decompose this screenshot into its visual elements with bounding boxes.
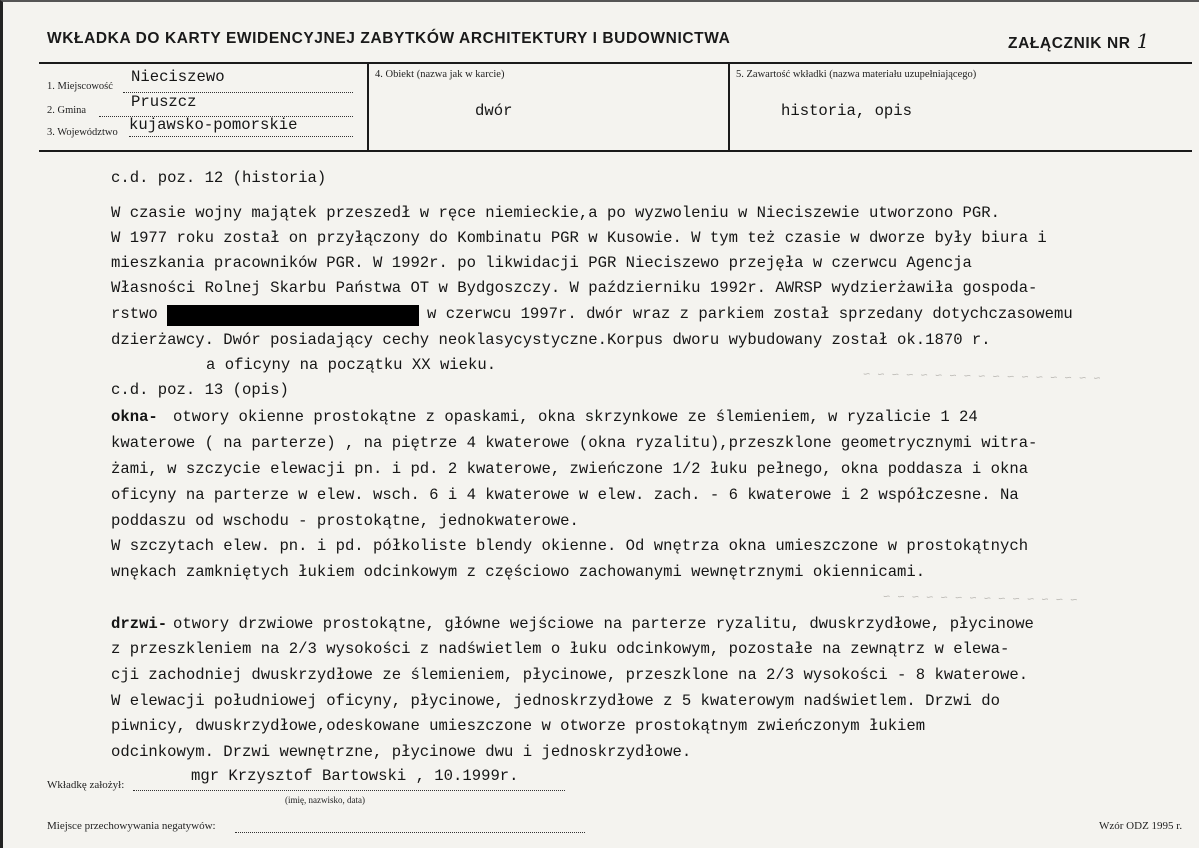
text-line: W czasie wojny majątek przeszedł w ręce niemieckie,a po wyzwoleniu w Nieciszewie utworzono PGR. <box>111 204 1000 222</box>
object-value: dwór <box>475 102 513 120</box>
redaction-bar <box>167 305 419 326</box>
column-divider-1 <box>367 62 369 151</box>
header-rule <box>39 62 1192 64</box>
text-line: Własności Rolnej Skarbu Państwa OT w Bydgoszczy. W październiku 1992r. AWRSP wydzierżawiła gospoda- <box>111 279 1038 297</box>
subheading-doors: drzwi- <box>111 615 168 633</box>
locality-value: Nieciszewo <box>131 68 225 86</box>
text-line: otwory okienne prostokątne z opaskami, okna skrzynkowe ze ślemieniem, w ryzalicie 1 24 <box>173 408 978 426</box>
content-value: historia, opis <box>781 102 913 120</box>
column-divider-2 <box>728 62 730 151</box>
form-code: Wzór ODZ 1995 r. <box>1099 820 1183 832</box>
text-line: w czerwcu 1997r. dwór wraz z parkiem został sprzedany dotychczasowemu <box>427 305 1073 323</box>
subheading-windows: okna- <box>111 408 158 426</box>
text-line: W szczytach elew. pn. i pd. półkoliste blendy okienne. Od wnętrza okna umieszczone w prostokątnych <box>111 537 1029 555</box>
voivodeship-dots <box>129 136 353 137</box>
author-dots <box>133 790 565 791</box>
text-line: odcinkowym. Drzwi wewnętrzne, płycinowe dwu i jednoskrzydłowe. <box>111 743 692 761</box>
section-heading-history: c.d. poz. 12 (historia) <box>111 169 327 187</box>
voivodeship-label: 3. Województwo <box>47 127 118 138</box>
author-label: Wkładkę założył: <box>47 779 125 791</box>
attachment-label: ZAŁĄCZNIK NR <box>1008 35 1131 52</box>
attachment-handwritten-number: 1 <box>1136 29 1150 53</box>
object-label: 4. Obiekt (nazwa jak w karcie) <box>375 69 505 80</box>
form-title: WKŁADKA DO KARTY EWIDENCYJNEJ ZABYTKÓW ARCHITEKTURY I BUDOWNICTWA <box>47 30 731 47</box>
text-line: poddaszu od wschodu - prostokątne, jednokwaterowe. <box>111 512 579 530</box>
bleed-through-text: ~ ~ ~ ~ ~ ~ ~ ~ ~ ~ ~ ~ ~ ~ ~ ~ ~ <box>862 365 1101 385</box>
text-line: a oficyny na początku XX wieku. <box>206 356 497 374</box>
text-line: rstwo <box>111 305 158 323</box>
storage-label: Miejsce przechowywania negatywów: <box>47 820 216 832</box>
text-line: mieszkania pracowników PGR. W 1992r. po likwidacji PGR Nieciszewo przejęła w czerwcu Agencja <box>111 254 972 272</box>
text-line: W elewacji południowej oficyny, płycinowe, jednoskrzydłowe z 5 kwaterowym nadświetlem. Drzwi do <box>111 692 1000 710</box>
text-line: piwnicy, dwuskrzydłowe,odeskowane umieszczone w otworze prostokątnym zwieńczonym łukiem <box>111 717 926 735</box>
text-line: otwory drzwiowe prostokątne, główne wejściowe na parterze ryzalitu, dwuskrzydłowe, płycinowe <box>173 615 1034 633</box>
text-line: kwaterowe ( na parterze) , na piętrze 4 kwaterowe (okna ryzalitu),przeszklone geometrycznymi witra- <box>111 434 1038 452</box>
text-line: dzierżawcy. Dwór posiadający cechy neoklasycystyczne.Korpus dworu wybudowany został ok.1870 r. <box>111 331 991 349</box>
author-value: mgr Krzysztof Bartowski , 10.1999r. <box>191 767 519 785</box>
fields-bottom-rule <box>39 150 1192 152</box>
text-line: W 1977 roku został on przyłączony do Kombinatu PGR w Kusowie. W tym też czasie w dworze były biura i <box>111 229 1047 247</box>
storage-dots <box>235 832 585 833</box>
text-line: cji zachodniej dwuskrzydłowe ze ślemieniem, płycinowe, przeszklone na 2/3 wysokości - 8 kwaterowe. <box>111 666 1029 684</box>
text-line: wnękach zamkniętych łukiem odcinkowym z częściowo zachowanymi wewnętrznymi okiennicami. <box>111 563 926 581</box>
text-line: żami, w szczycie elewacji pn. i pd. 2 kwaterowe, zwieńczone 1/2 łuku pełnego, okna poddasza i okna <box>111 460 1029 478</box>
section-heading-description: c.d. poz. 13 (opis) <box>111 381 289 399</box>
author-hint: (imię, nazwisko, data) <box>285 795 365 805</box>
text-line: oficyny na parterze w elew. wsch. 6 i 4 kwaterowe w elew. zach. - 6 kwaterowe i 2 współczesne. Na <box>111 486 1019 504</box>
content-label: 5. Zawartość wkładki (nazwa materiału uzupełniającego) <box>736 69 977 80</box>
commune-label: 2. Gmina <box>47 105 87 116</box>
bleed-through-text: ~ ~ ~ ~ ~ ~ ~ ~ ~ ~ ~ ~ ~ ~ <box>882 588 1078 606</box>
attachment-number <box>1008 29 1150 53</box>
commune-value: Pruszcz <box>131 93 197 111</box>
voivodeship-value: kujawsko-pomorskie <box>129 116 298 134</box>
text-line: z przeszkleniem na 2/3 wysokości z nadświetlem o łuku odcinkowym, pozostałe na zewnątrz w elewa- <box>111 640 1010 658</box>
locality-label: 1. Miejscowość <box>47 81 113 92</box>
